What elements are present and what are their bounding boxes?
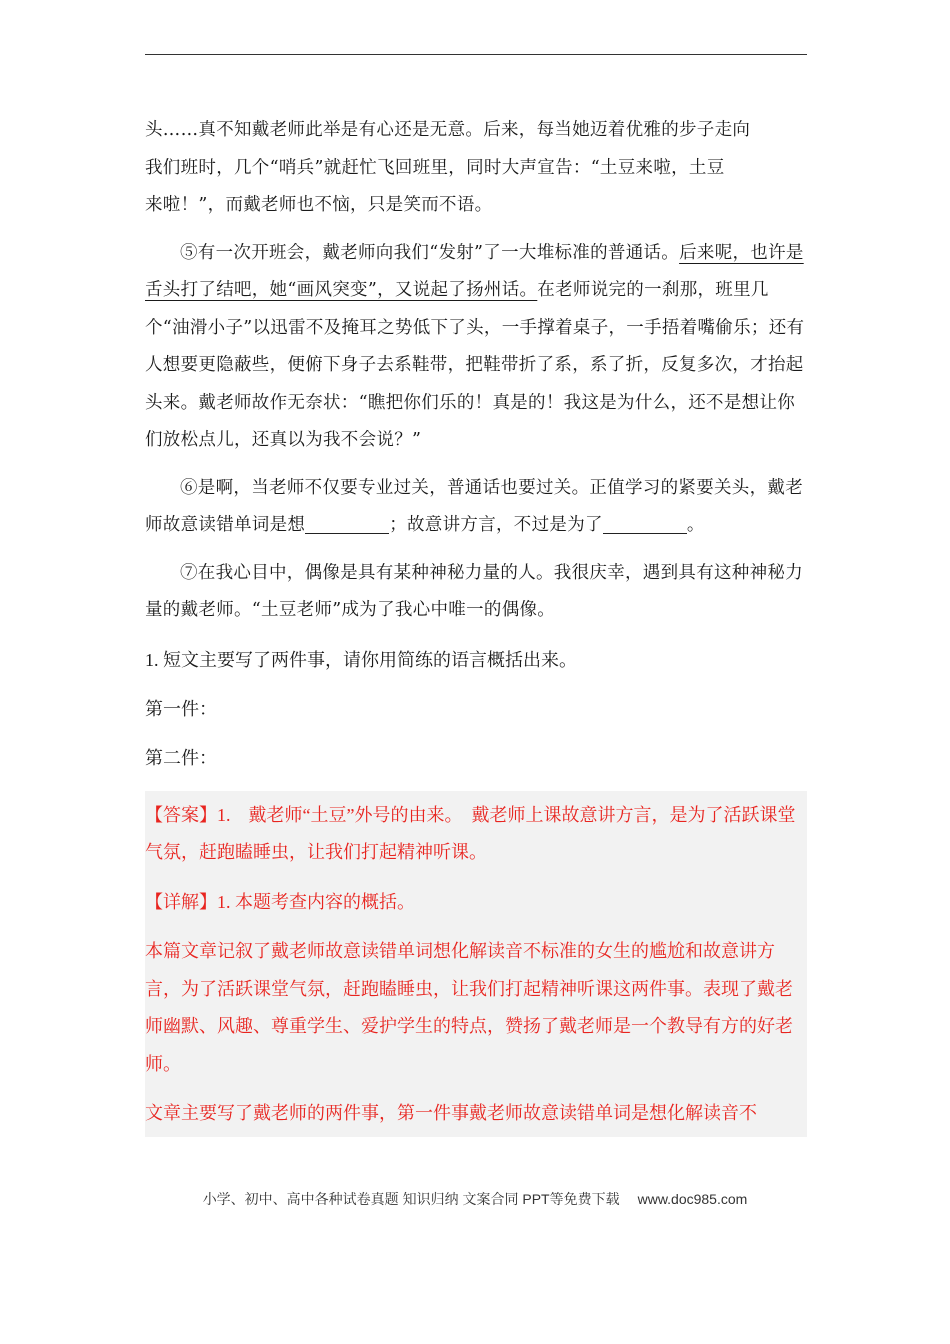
paragraph-6 (145, 470, 807, 545)
answer-blank-2[interactable] (603, 515, 687, 534)
paragraph-5-start: ⑤有一次开班会，戴老师向我们“发射”了一大堆标准的普通话。 (180, 242, 680, 263)
first-event-label: 第一件： (145, 698, 217, 719)
answer-blank-1[interactable] (305, 515, 389, 534)
document-body (145, 112, 807, 1137)
answer-text: 【答案】1. 戴老师“土豆”外号的由来。 戴老师上课故意讲方言，是为了活跃课堂气氛，赶跑瞌睡虫，让我们打起精神听课。 (145, 804, 796, 862)
paragraph-6-part-2: ；故意讲方言，不过是为了 (389, 515, 603, 535)
paragraph-6-part-1: ⑥是啊，当老师不仅要专业过关，普通话也要过关。正值学习的紧要关头，戴老师故意读错单词是想 (145, 477, 803, 535)
explanation-heading: 【详解】1. 本题考查内容的概括。 (145, 891, 415, 912)
second-event-label: 第二件： (145, 747, 217, 768)
answer-section (145, 791, 807, 1137)
paragraph-4-line-1: 头……真不知戴老师此举是有心还是无意。后来，每当她迈着优雅的步子走向 (145, 120, 751, 140)
paragraph-7: ⑦在我心目中，偶像是具有某种神秘力量的人。我很庆幸，遇到具有这种神秘力量的戴老师。“土豆老师”成为了我心中唯一的偶像。 (145, 562, 803, 620)
paragraph-5-underlined-sentence: 后来呢，也许是舌头打了结吧，她“画风突变”，又说起了扬州话。 (145, 242, 804, 300)
header-rule (145, 54, 807, 55)
page-footer (0, 1189, 950, 1209)
paragraph-4-line-3: 来啦！”，而戴老师也不恼，只是笑而不语。 (145, 195, 493, 215)
paragraph-5 (145, 235, 807, 460)
paragraph-4-line-2: 我们班时，几个“哨兵”就赶忙飞回班里，同时大声宣告：“土豆来啦，土豆 (145, 157, 725, 178)
paragraph-5-rest: 在老师说完的一刹那，班里几个“油滑小子”以迅雷不及掩耳之势低下了头，一手撑着桌子，一手捂着嘴偷乐；还有人想要更隐蔽些，便俯下身子去系鞋带，把鞋带折了系，系了折，反复多次，才抬起头来。戴老师故作无奈状：“瞧把你们乐的！真是的！我这是为什么，还不是想让你们放松点儿，还真以为我不会说？” (145, 280, 805, 450)
explanation-paragraph-1: 本篇文章记叙了戴老师故意读错单词想化解读音不标准的女生的尴尬和故意讲方言，为了活跃课堂气氛，赶跑瞌睡虫，让我们打起精神听课这两件事。表现了戴老师幽默、风趣、尊重学生、爱护学生的特点，赞扬了戴老师是一个教导有方的好老师。 (145, 941, 793, 1074)
footer-website[interactable]: www.doc985.com (637, 1191, 748, 1207)
paragraph-6-part-3: 。 (686, 515, 705, 535)
explanation-paragraph-2: 文章主要写了戴老师的两件事，第一件事戴老师故意读错单词是想化解读音不 (145, 1103, 757, 1123)
footer-text: 小学、初中、高中各种试卷真题 知识归纳 文案合同 PPT等免费下载 (202, 1191, 620, 1207)
question-1: 1. 短文主要写了两件事，请你用简练的语言概括出来。 (145, 649, 577, 670)
